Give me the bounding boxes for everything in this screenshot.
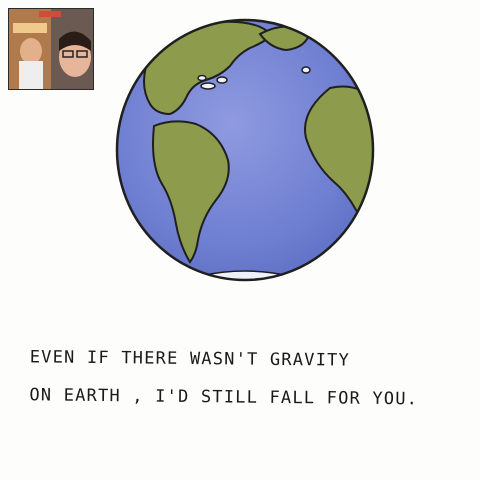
island: [217, 77, 227, 83]
island: [302, 67, 310, 73]
quote-line-1: EVEN IF THERE WASN'T GRAVITY: [29, 347, 351, 371]
thumbnail-photo-art: [9, 9, 94, 90]
europe-fragment: [324, 28, 360, 48]
quote-line-2: ON EARTH , I'D STILL FALL FOR YOU.: [29, 385, 419, 410]
island: [201, 83, 215, 89]
antarctica: [200, 271, 290, 286]
island: [198, 76, 206, 81]
earth-globe: [110, 14, 380, 286]
thumbnail-photo[interactable]: [8, 8, 94, 90]
quote-caption: [0, 338, 480, 419]
earth-globe-art: [110, 14, 380, 286]
